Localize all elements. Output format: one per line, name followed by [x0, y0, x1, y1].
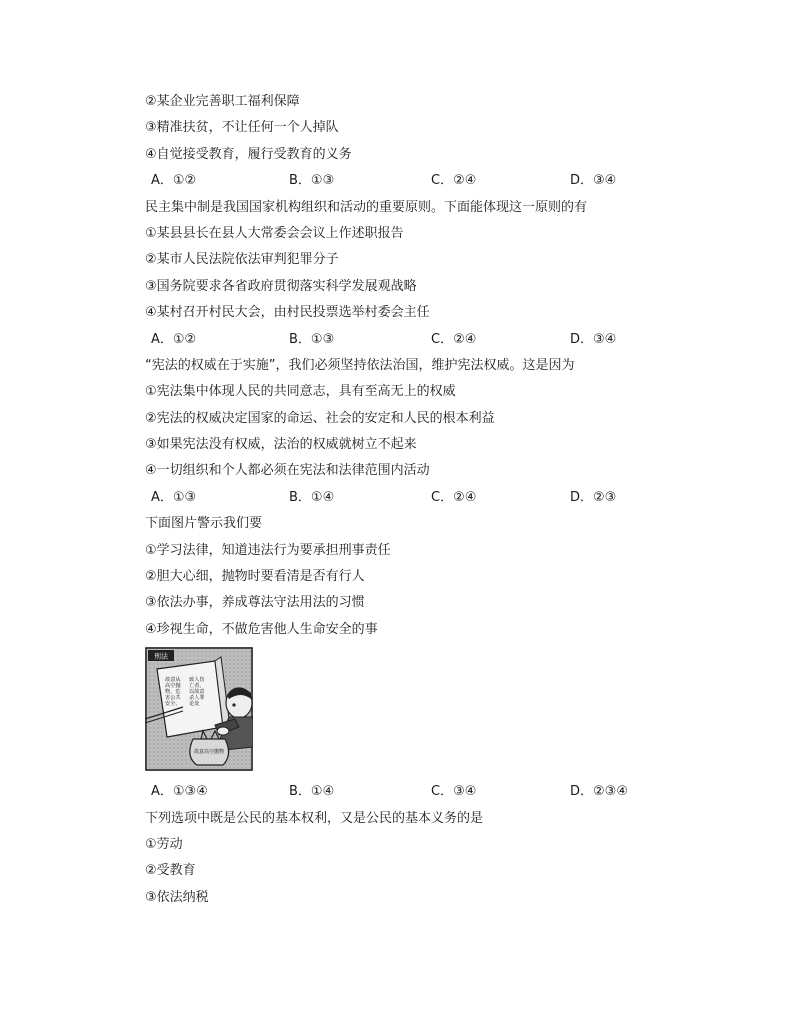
option-item: ④自觉接受教育，履行受教育的义务 — [145, 146, 352, 162]
option-item: ④某村召开村民大会，由村民投票选举村委会主任 — [145, 305, 430, 321]
question-stem: “宪法的权威在于实施”，我们必须坚持依法治国，维护宪法权威。这是因为 — [145, 357, 575, 373]
answer-choices — [145, 779, 705, 805]
choice-d[interactable]: D．②③④ — [570, 784, 628, 800]
option-item: ①学习法律，知道违法行为要承担刑事责任 — [145, 542, 391, 558]
choice-a[interactable]: A．①② — [151, 331, 197, 347]
svg-text:安全，: 安全， — [165, 701, 181, 708]
choice-b[interactable]: B．①④ — [289, 489, 335, 505]
question-constitution-authority — [145, 353, 705, 511]
option-item: ③依法纳税 — [145, 889, 209, 905]
svg-text:故意从: 故意从 — [165, 677, 181, 684]
option-item: ②某市人民法院依法审判犯罪分子 — [145, 252, 339, 268]
question-previous — [145, 89, 705, 195]
svg-text:致人伤: 致人伤 — [189, 677, 205, 684]
choice-c[interactable]: C．②④ — [431, 489, 477, 505]
option-item: ④珍视生命，不做危害他人生命安全的事 — [145, 621, 378, 637]
svg-text:害公共: 害公共 — [165, 695, 181, 702]
option-item: ③依法办事，养成尊法守法用法的习惯 — [145, 595, 365, 611]
question-rights-duties — [145, 806, 705, 912]
choice-b[interactable]: B．①④ — [289, 784, 335, 800]
question-content — [145, 89, 705, 911]
question-stem: 下面图片警示我们要 — [145, 516, 263, 532]
svg-text:亡者，: 亡者， — [189, 683, 205, 690]
question-picture-warning — [145, 511, 705, 805]
option-item: ②胆大心细，抛物时要看清是否有行人 — [145, 569, 365, 585]
answer-choices — [145, 327, 705, 353]
choice-d[interactable]: D．③④ — [570, 331, 617, 347]
option-item: ①宪法集中体现人民的共同意志，具有至高无上的权威 — [145, 384, 456, 400]
option-item: ③国务院要求各省政府贯彻落实科学发展观战略 — [145, 278, 417, 294]
answer-choices — [145, 485, 705, 511]
choice-b[interactable]: B．①③ — [289, 173, 335, 189]
option-item: ②受教育 — [145, 863, 196, 879]
choice-c[interactable]: C．②④ — [431, 331, 477, 347]
choice-a[interactable]: A．①③④ — [151, 784, 208, 800]
svg-text:以故意: 以故意 — [189, 689, 205, 696]
high-altitude-throwing-cartoon — [145, 647, 253, 771]
question-democratic-centralism — [145, 195, 705, 353]
answer-choices — [145, 168, 705, 194]
question-stem: 民主集中制是我国国家机构组织和活动的重要原则。下面能体现这一原则的有 — [145, 199, 588, 215]
option-item: ①某县县长在县人大常委会会议上作述职报告 — [145, 225, 404, 241]
option-item: ③如果宪法没有权威，法治的权威就树立不起来 — [145, 437, 417, 453]
question-stem: 下列选项中既是公民的基本权利，又是公民的基本义务的是 — [145, 810, 484, 826]
choice-a[interactable]: A．①② — [151, 173, 197, 189]
cartoon-figure — [145, 643, 705, 779]
svg-text:论处: 论处 — [189, 701, 200, 708]
bag-text: 故意高空抛物 — [193, 749, 225, 756]
choice-d[interactable]: D．②③ — [570, 489, 617, 505]
choice-c[interactable]: C．③④ — [431, 784, 477, 800]
choice-a[interactable]: A．①③ — [151, 489, 197, 505]
choice-c[interactable]: C．②④ — [431, 173, 477, 189]
option-item: ②某企业完善职工福利保障 — [145, 94, 300, 109]
choice-d[interactable]: D．③④ — [570, 173, 617, 189]
svg-text:杀人罪: 杀人罪 — [189, 695, 205, 702]
option-item: ④一切组织和个人都必须在宪法和法律范围内活动 — [145, 463, 430, 479]
svg-text:物，危: 物，危 — [165, 689, 181, 696]
option-item: ①劳动 — [145, 836, 183, 852]
svg-text:高空抛: 高空抛 — [165, 683, 181, 690]
option-item: ②宪法的权威决定国家的命运、社会的安定和人民的根本利益 — [145, 410, 495, 426]
option-item: ③精准扶贫，不让任何一个人掉队 — [145, 120, 339, 136]
choice-b[interactable]: B．①③ — [289, 331, 335, 347]
tag-label: 刑法 — [154, 652, 168, 661]
